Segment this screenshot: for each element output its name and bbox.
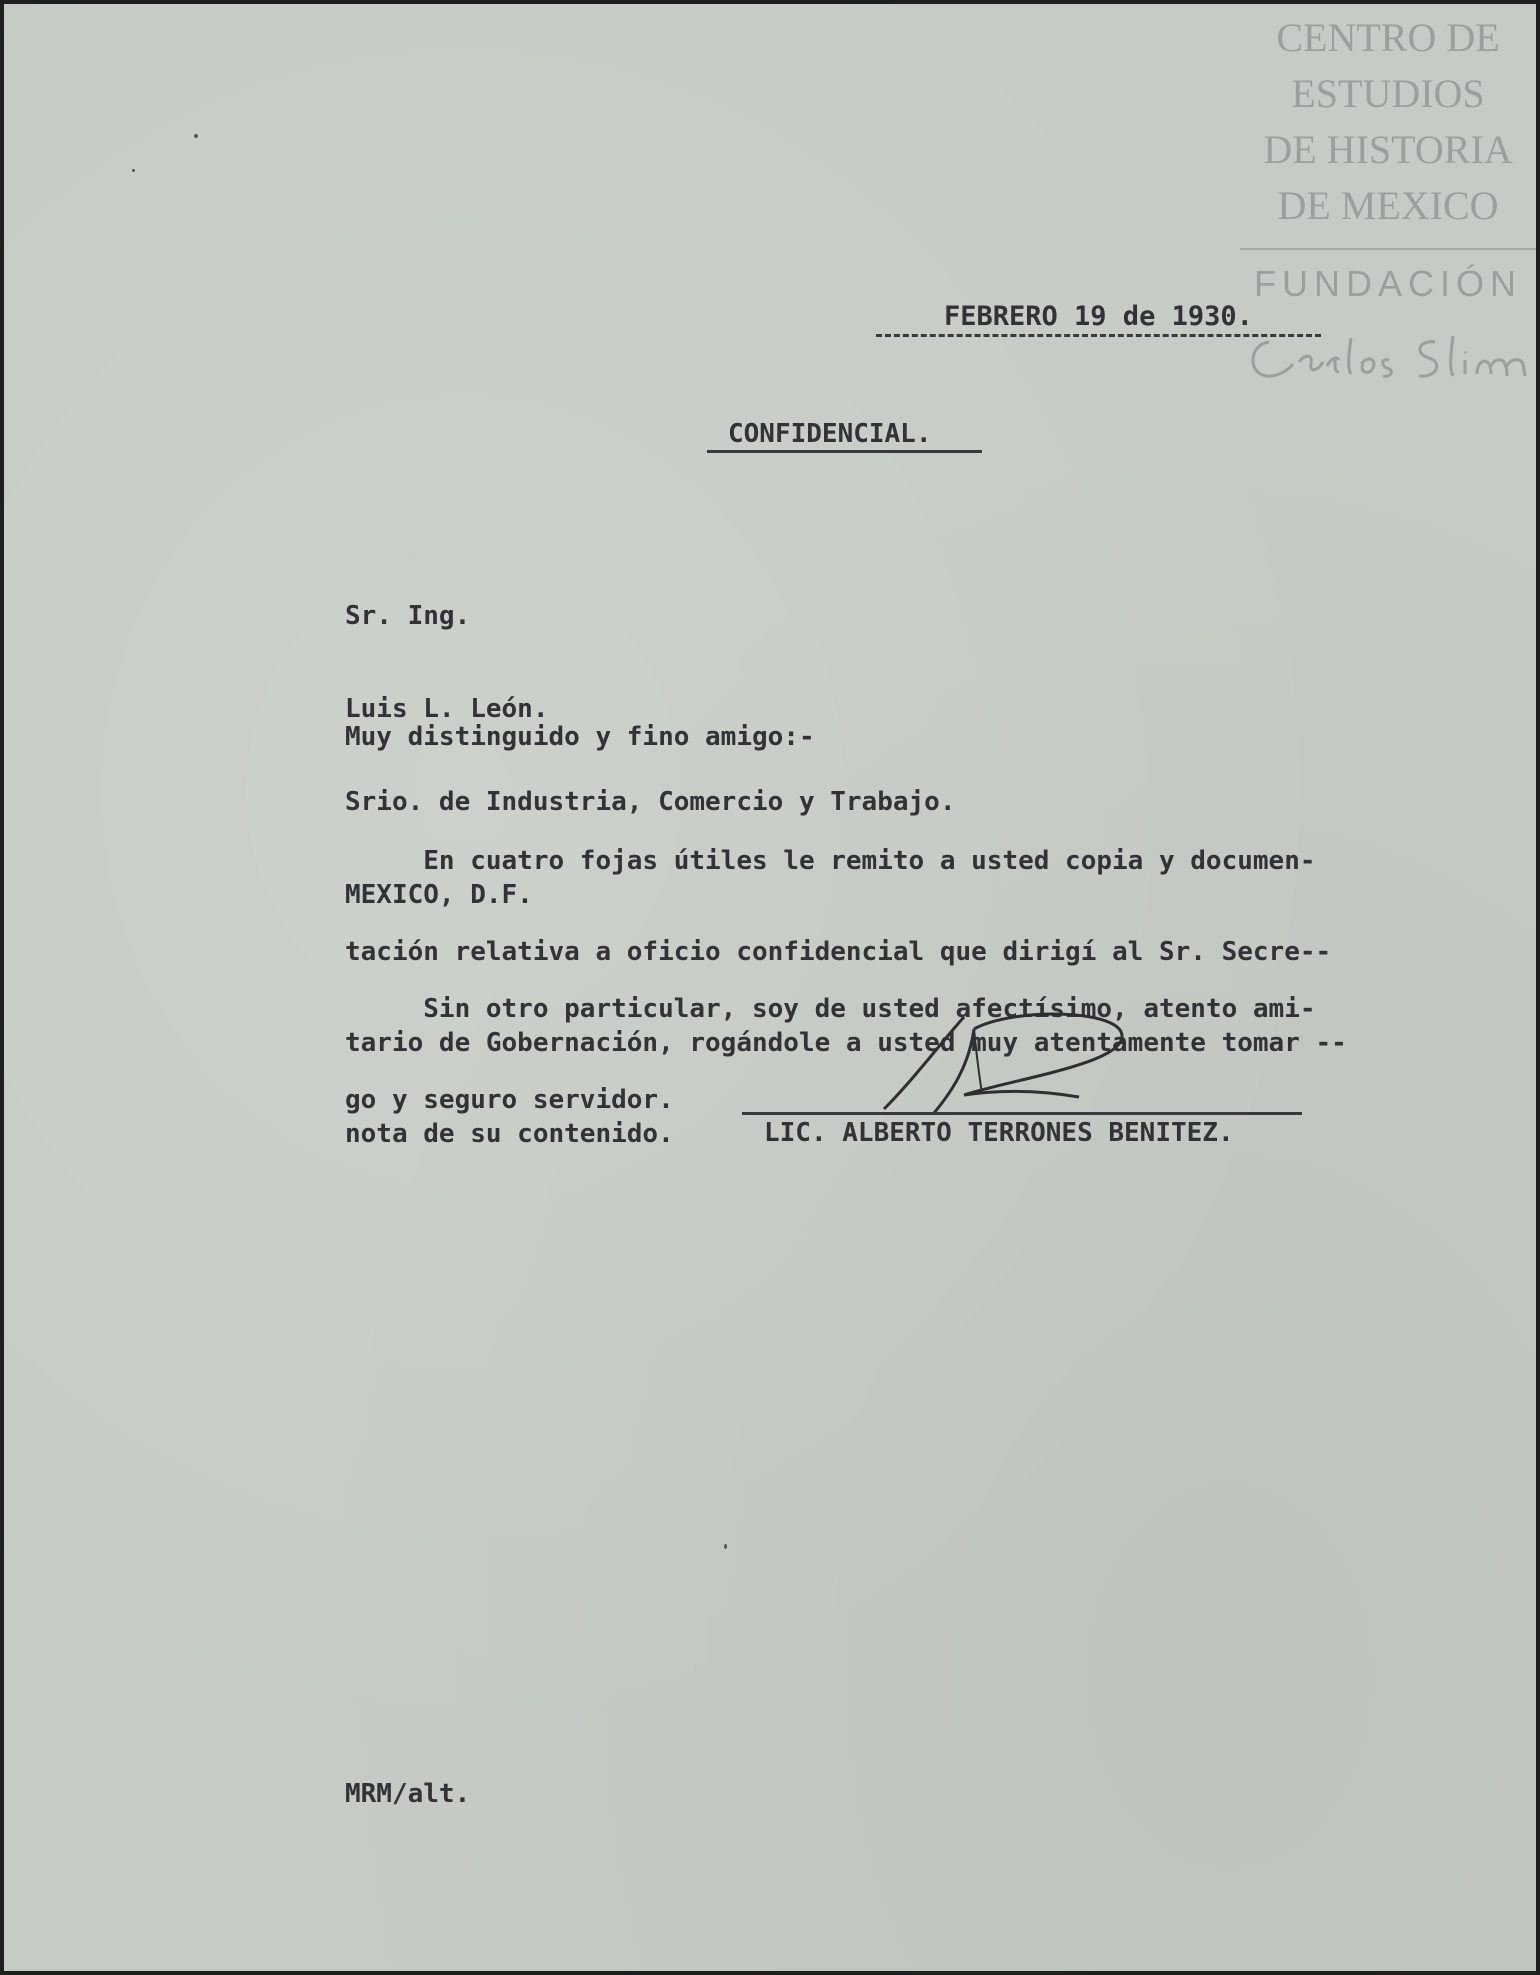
body-line: go y seguro servidor.: [345, 1085, 674, 1115]
paper-speck: [132, 169, 135, 172]
address-line: Srio. de Industria, Comercio y Trabajo.: [345, 787, 956, 817]
stamp-line: CENTRO DE: [1276, 15, 1500, 60]
handwritten-signature: [864, 1009, 1144, 1119]
paper-speck: [724, 1544, 727, 1549]
body-line: Sin otro particular, soy de usted afectísimo, atento ami-: [345, 994, 1316, 1024]
signer-name: LIC. ALBERTO TERRONES BENITEZ.: [764, 1118, 1234, 1148]
paper-speck: [194, 134, 198, 138]
body-line: nota de su contenido.: [345, 1119, 674, 1149]
letter-date: FEBRERO 19 de 1930.: [944, 301, 1253, 332]
date-dashed-rule: [876, 334, 1321, 337]
body-line: tario de Gobernación, rogándole a usted muy atentamente tomar --: [345, 1028, 1347, 1058]
stamp-divider: [1240, 248, 1536, 250]
body-line: tación relativa a oficio confidencial que dirigí al Sr. Secre--: [345, 937, 1332, 967]
address-line: MEXICO, D.F.: [345, 880, 533, 910]
body-line: En cuatro fojas útiles le remito a usted copia y documen-: [345, 846, 1316, 876]
salutation: Muy distinguido y fino amigo:-: [345, 722, 815, 752]
signature-line: [742, 1112, 1302, 1115]
classification-heading: CONFIDENCIAL.: [728, 419, 932, 449]
stamp-line: ESTUDIOS: [1291, 71, 1485, 116]
stamp-line: DE MEXICO: [1277, 183, 1499, 228]
reference-initials: MRM/alt.: [345, 1779, 471, 1809]
address-line: Sr. Ing.: [345, 601, 471, 631]
stamp-line: DE HISTORIA: [1263, 127, 1513, 172]
stamp-foundation-label: FUNDACIÓN: [1254, 263, 1522, 304]
address-line: Luis L. León.: [345, 694, 549, 724]
classification-underline: [707, 450, 982, 453]
